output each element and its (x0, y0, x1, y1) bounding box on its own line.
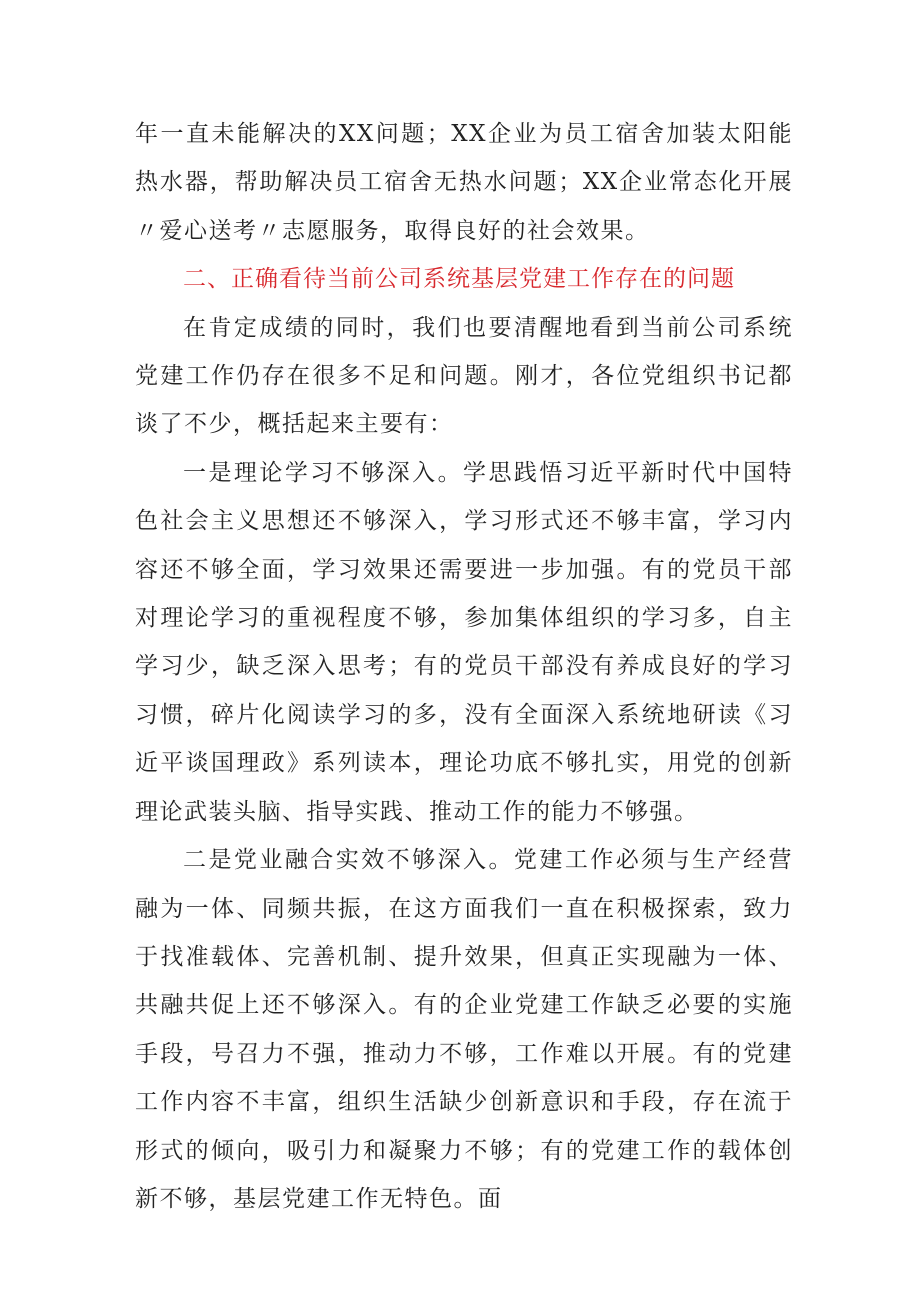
document-body (135, 110, 793, 1223)
paragraph-theory-study: 一是理论学习不够深入。学思践悟习近平新时代中国特色社会主义思想还不够深入，学习形式还不够丰富，学习内容还不够全面，学习效果还需要进一步加强。有的党员干部对理论学习的重视程度不够，参加集体组织的学习多，自主学习少，缺乏深入思考；有的党员干部没有养成良好的学习习惯，碎片化阅读学习的多，没有全面深入系统地研读《习近平谈国理政》系列读本，理论功底不够扎实，用党的创新理论武装头脑、指导实践、推动工作的能力不够强。 (135, 459, 793, 825)
paragraph-continuation: 年一直未能解决的XX问题；XX企业为员工宿舍加装太阳能热水器，帮助解决员工宿舍无热水问题；XX企业常态化开展〃爱心送考〃志愿服务，取得良好的社会效果。 (135, 121, 793, 244)
paragraph-party-business-integration: 二是党业融合实效不够深入。党建工作必须与生产经营融为一体、同频共振，在这方面我们一直在积极探索，致力于找准载体、完善机制、提升效果，但真正实现融为一体、共融共促上还不够深入。有的企业党建工作缺乏必要的实施手段，号召力不强，推动力不够，工作难以开展。有的党建工作内容不丰富，组织生活缺少创新意识和手段，存在流于形式的倾向，吸引力和凝聚力不够；有的党建工作的载体创新不够，基层党建工作无特色。面 (135, 847, 793, 1212)
paragraph-intro: 在肯定成绩的同时，我们也要清醒地看到当前公司系统党建工作仍存在很多不足和问题。刚才，各位党组织书记都谈了不少，概括起来主要有： (135, 314, 793, 438)
section-heading: 二、正确看待当前公司系统基层党建工作存在的问题 (183, 266, 735, 293)
